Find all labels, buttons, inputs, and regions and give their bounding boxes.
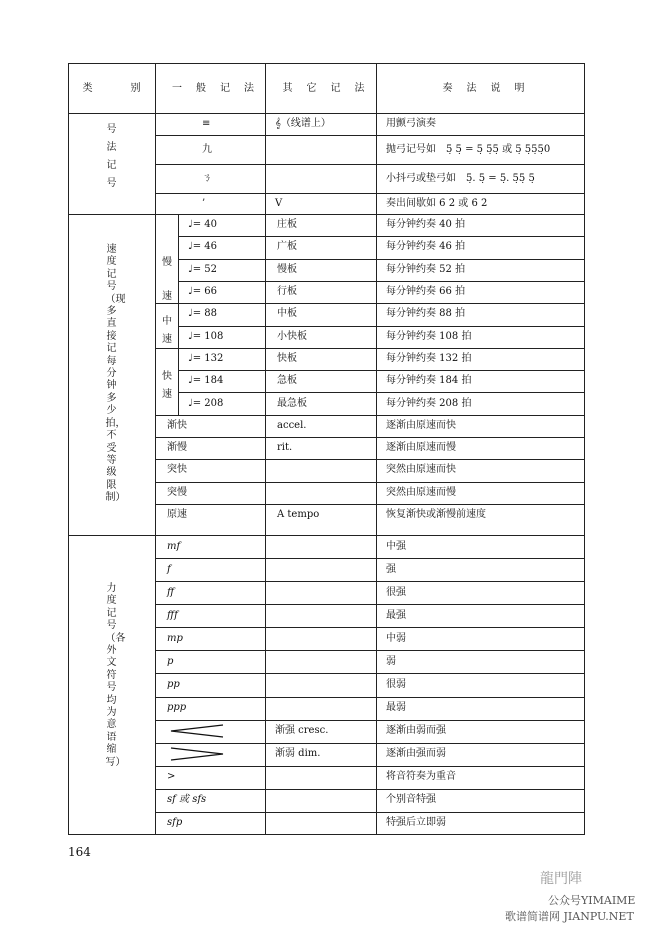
breath-general: 九 <box>202 143 212 155</box>
dynamics-symbol: fff <box>167 609 178 621</box>
dynamics-symbol: mp <box>167 632 183 644</box>
tempo-description: 每分钟约奏 52 拍 <box>386 263 466 275</box>
dynamics-row-rule <box>155 812 585 813</box>
dynamics-description: 中强 <box>386 540 406 552</box>
dynamics-symbol: ppp <box>167 702 187 714</box>
tempo-row-rule <box>178 236 585 237</box>
breath-other: V <box>275 197 283 209</box>
group-dynamics-label: 力度记号（各外文符号均为意语缩写） <box>105 583 126 768</box>
dynamics-symbol: p <box>167 655 174 667</box>
tempo-description: 每分钟约奏 108 拍 <box>386 330 472 342</box>
tempo-term: 中板 <box>277 308 297 320</box>
tempo-change-general: 原速 <box>167 509 187 521</box>
dynamics-description: 强 <box>386 563 396 575</box>
dynamics-row-rule <box>155 581 585 582</box>
group-breath-label: 号法记号 <box>106 124 117 189</box>
tempo-metronome: ♩= 40 <box>188 219 217 231</box>
tempo-term: 急板 <box>277 375 297 387</box>
tempo-metronome: ♩= 184 <box>188 375 224 387</box>
breath-description: 奏出间歇如 6̇ 2̇ 或 6̇ 2̇ <box>386 197 488 209</box>
dynamics-description: 逐渐由强而弱 <box>386 748 446 760</box>
tempo-metronome: ♩= 108 <box>188 330 224 342</box>
breath-row-rule <box>155 193 585 194</box>
tempo-change-general: 渐慢 <box>167 442 187 454</box>
tempo-term: 庄板 <box>277 219 297 231</box>
tempo-change-description: 突然由原速而慢 <box>386 486 456 498</box>
dynamics-other: 渐弱 dim. <box>275 748 321 760</box>
tempo-term: 广板 <box>277 241 297 253</box>
breath-row-rule <box>155 135 585 136</box>
tempo-subcolumn-rule <box>178 214 179 415</box>
breath-other: 𝄞（线谱上） <box>275 118 331 129</box>
dynamics-description: 很弱 <box>386 679 406 690</box>
tempo-subgroup-rule <box>155 348 585 349</box>
dynamics-description: 特强后立即弱 <box>386 817 446 829</box>
tempo-term: 慢板 <box>277 263 297 275</box>
tempo-row-rule <box>178 392 585 393</box>
dynamics-row-rule <box>155 697 585 698</box>
tempo-subgroup-label: 快速 <box>162 371 172 401</box>
header-general: 一般记法 <box>172 83 268 94</box>
tempo-subgroup-label: 中速 <box>162 315 172 345</box>
tempo-description: 每分钟约奏 46 拍 <box>386 241 466 253</box>
dynamics-symbol: mf <box>167 540 181 552</box>
breath-row-rule <box>155 164 585 165</box>
tempo-term: 最急板 <box>277 397 307 409</box>
tempo-change-rule <box>155 459 585 460</box>
tempo-change-description: 逐渐由原速而快 <box>386 419 456 431</box>
tempo-description: 每分钟约奏 208 拍 <box>386 397 472 409</box>
dynamics-symbol: f <box>167 563 171 575</box>
dynamics-description: 最强 <box>386 609 406 621</box>
group-rule-tempo <box>68 535 585 536</box>
dynamics-row-rule <box>155 627 585 628</box>
crescendo-hairpin-icon <box>169 724 225 738</box>
tempo-description: 每分钟约奏 184 拍 <box>386 375 472 387</box>
tempo-subgroup-label: 慢速 <box>162 256 172 302</box>
tempo-change-rule <box>155 504 585 505</box>
tempo-description: 每分钟约奏 132 拍 <box>386 352 472 364</box>
dynamics-row-rule <box>155 673 585 674</box>
header-category: 类 别 <box>82 83 155 94</box>
group-rule-breath <box>68 214 585 215</box>
tempo-change-general: 渐快 <box>167 419 187 431</box>
breath-general: ≡ <box>202 118 211 129</box>
tempo-change-other: A tempo <box>277 509 320 521</box>
dynamics-row-rule <box>155 558 585 559</box>
dynamics-row-rule <box>155 766 585 767</box>
header-description: 奏法说明 <box>442 83 539 94</box>
dynamics-other: 渐强 cresc. <box>275 725 329 737</box>
header-rule <box>68 113 585 114</box>
dynamics-symbol: sf 或 sfs <box>167 794 207 806</box>
breath-description: 用颤弓演奏 <box>386 118 436 129</box>
dynamics-description: 弱 <box>386 655 396 667</box>
tempo-row-rule <box>178 281 585 282</box>
breath-general: ’ <box>202 197 206 209</box>
decrescendo-hairpin-icon <box>169 747 225 761</box>
tempo-metronome: ♩= 46 <box>188 241 217 253</box>
tempo-metronome: ♩= 52 <box>188 263 217 275</box>
dynamics-description: 最弱 <box>386 702 406 714</box>
dynamics-row-rule <box>155 743 585 744</box>
tempo-metronome: ♩= 88 <box>188 308 217 320</box>
watermark-logo: 龍門陣 <box>540 871 582 887</box>
tempo-change-general: 突快 <box>167 464 187 476</box>
header-other: 其它记法 <box>282 83 379 94</box>
tempo-term: 快板 <box>277 352 297 364</box>
tempo-change-description: 逐渐由原速而慢 <box>386 442 456 454</box>
dynamics-description: 将音符奏为重音 <box>386 771 456 783</box>
tempo-description: 每分钟约奏 66 拍 <box>386 286 466 298</box>
breath-general: ㄋ <box>202 172 212 184</box>
tempo-row-rule <box>178 326 585 327</box>
tempo-description: 每分钟约奏 40 拍 <box>386 219 466 231</box>
group-tempo-label: 速度记号（现多直接记每分钟多少拍，不受等级限制） <box>105 244 126 504</box>
dynamics-symbol: pp <box>167 679 180 690</box>
watermark-site: 歌谱简谱网 JIANPU.NET <box>505 910 634 923</box>
tempo-subgroup-rule <box>155 303 585 304</box>
tempo-metronome: ♩= 208 <box>188 397 224 409</box>
watermark-account: 公众号YIMAIME <box>548 894 636 907</box>
tempo-row-rule <box>178 259 585 260</box>
tempo-change-general: 突慢 <box>167 486 187 498</box>
dynamics-description: 个别音特强 <box>386 794 436 806</box>
dynamics-symbol: > <box>167 771 176 783</box>
dynamics-row-rule <box>155 720 585 721</box>
tempo-subgroup-rule <box>155 415 585 416</box>
tempo-change-rule <box>155 482 585 483</box>
dynamics-description: 逐渐由弱而强 <box>386 725 446 737</box>
dynamics-description: 中弱 <box>386 632 406 644</box>
tempo-term: 小快板 <box>277 330 307 342</box>
tempo-term: 行板 <box>277 286 297 298</box>
dynamics-row-rule <box>155 789 585 790</box>
tempo-row-rule <box>178 370 585 371</box>
tempo-change-description: 恢复渐快或渐慢前速度 <box>386 509 486 521</box>
tempo-change-description: 突然由原速而快 <box>386 464 456 476</box>
breath-description: 抛弓记号如 5̣ 5̣ = 5̣ 5̣5̣ 或 5̣ 5̣5̣5̣0 <box>386 143 551 155</box>
tempo-metronome: ♩= 132 <box>188 352 224 364</box>
tempo-metronome: ♩= 66 <box>188 286 217 298</box>
tempo-change-other: accel. <box>277 419 307 431</box>
dynamics-symbol: ff <box>167 586 175 598</box>
tempo-change-rule <box>155 437 585 438</box>
page-number: 164 <box>68 845 91 859</box>
tempo-description: 每分钟约奏 88 拍 <box>386 308 466 320</box>
dynamics-row-rule <box>155 604 585 605</box>
breath-description: 小抖弓或垫弓如 5̣. 5̣ = 5̣. 5̣5̣ 5̣ <box>386 172 535 184</box>
dynamics-symbol: sfp <box>167 817 183 829</box>
dynamics-row-rule <box>155 650 585 651</box>
tempo-change-other: rit. <box>277 442 293 454</box>
dynamics-description: 很强 <box>386 586 406 598</box>
